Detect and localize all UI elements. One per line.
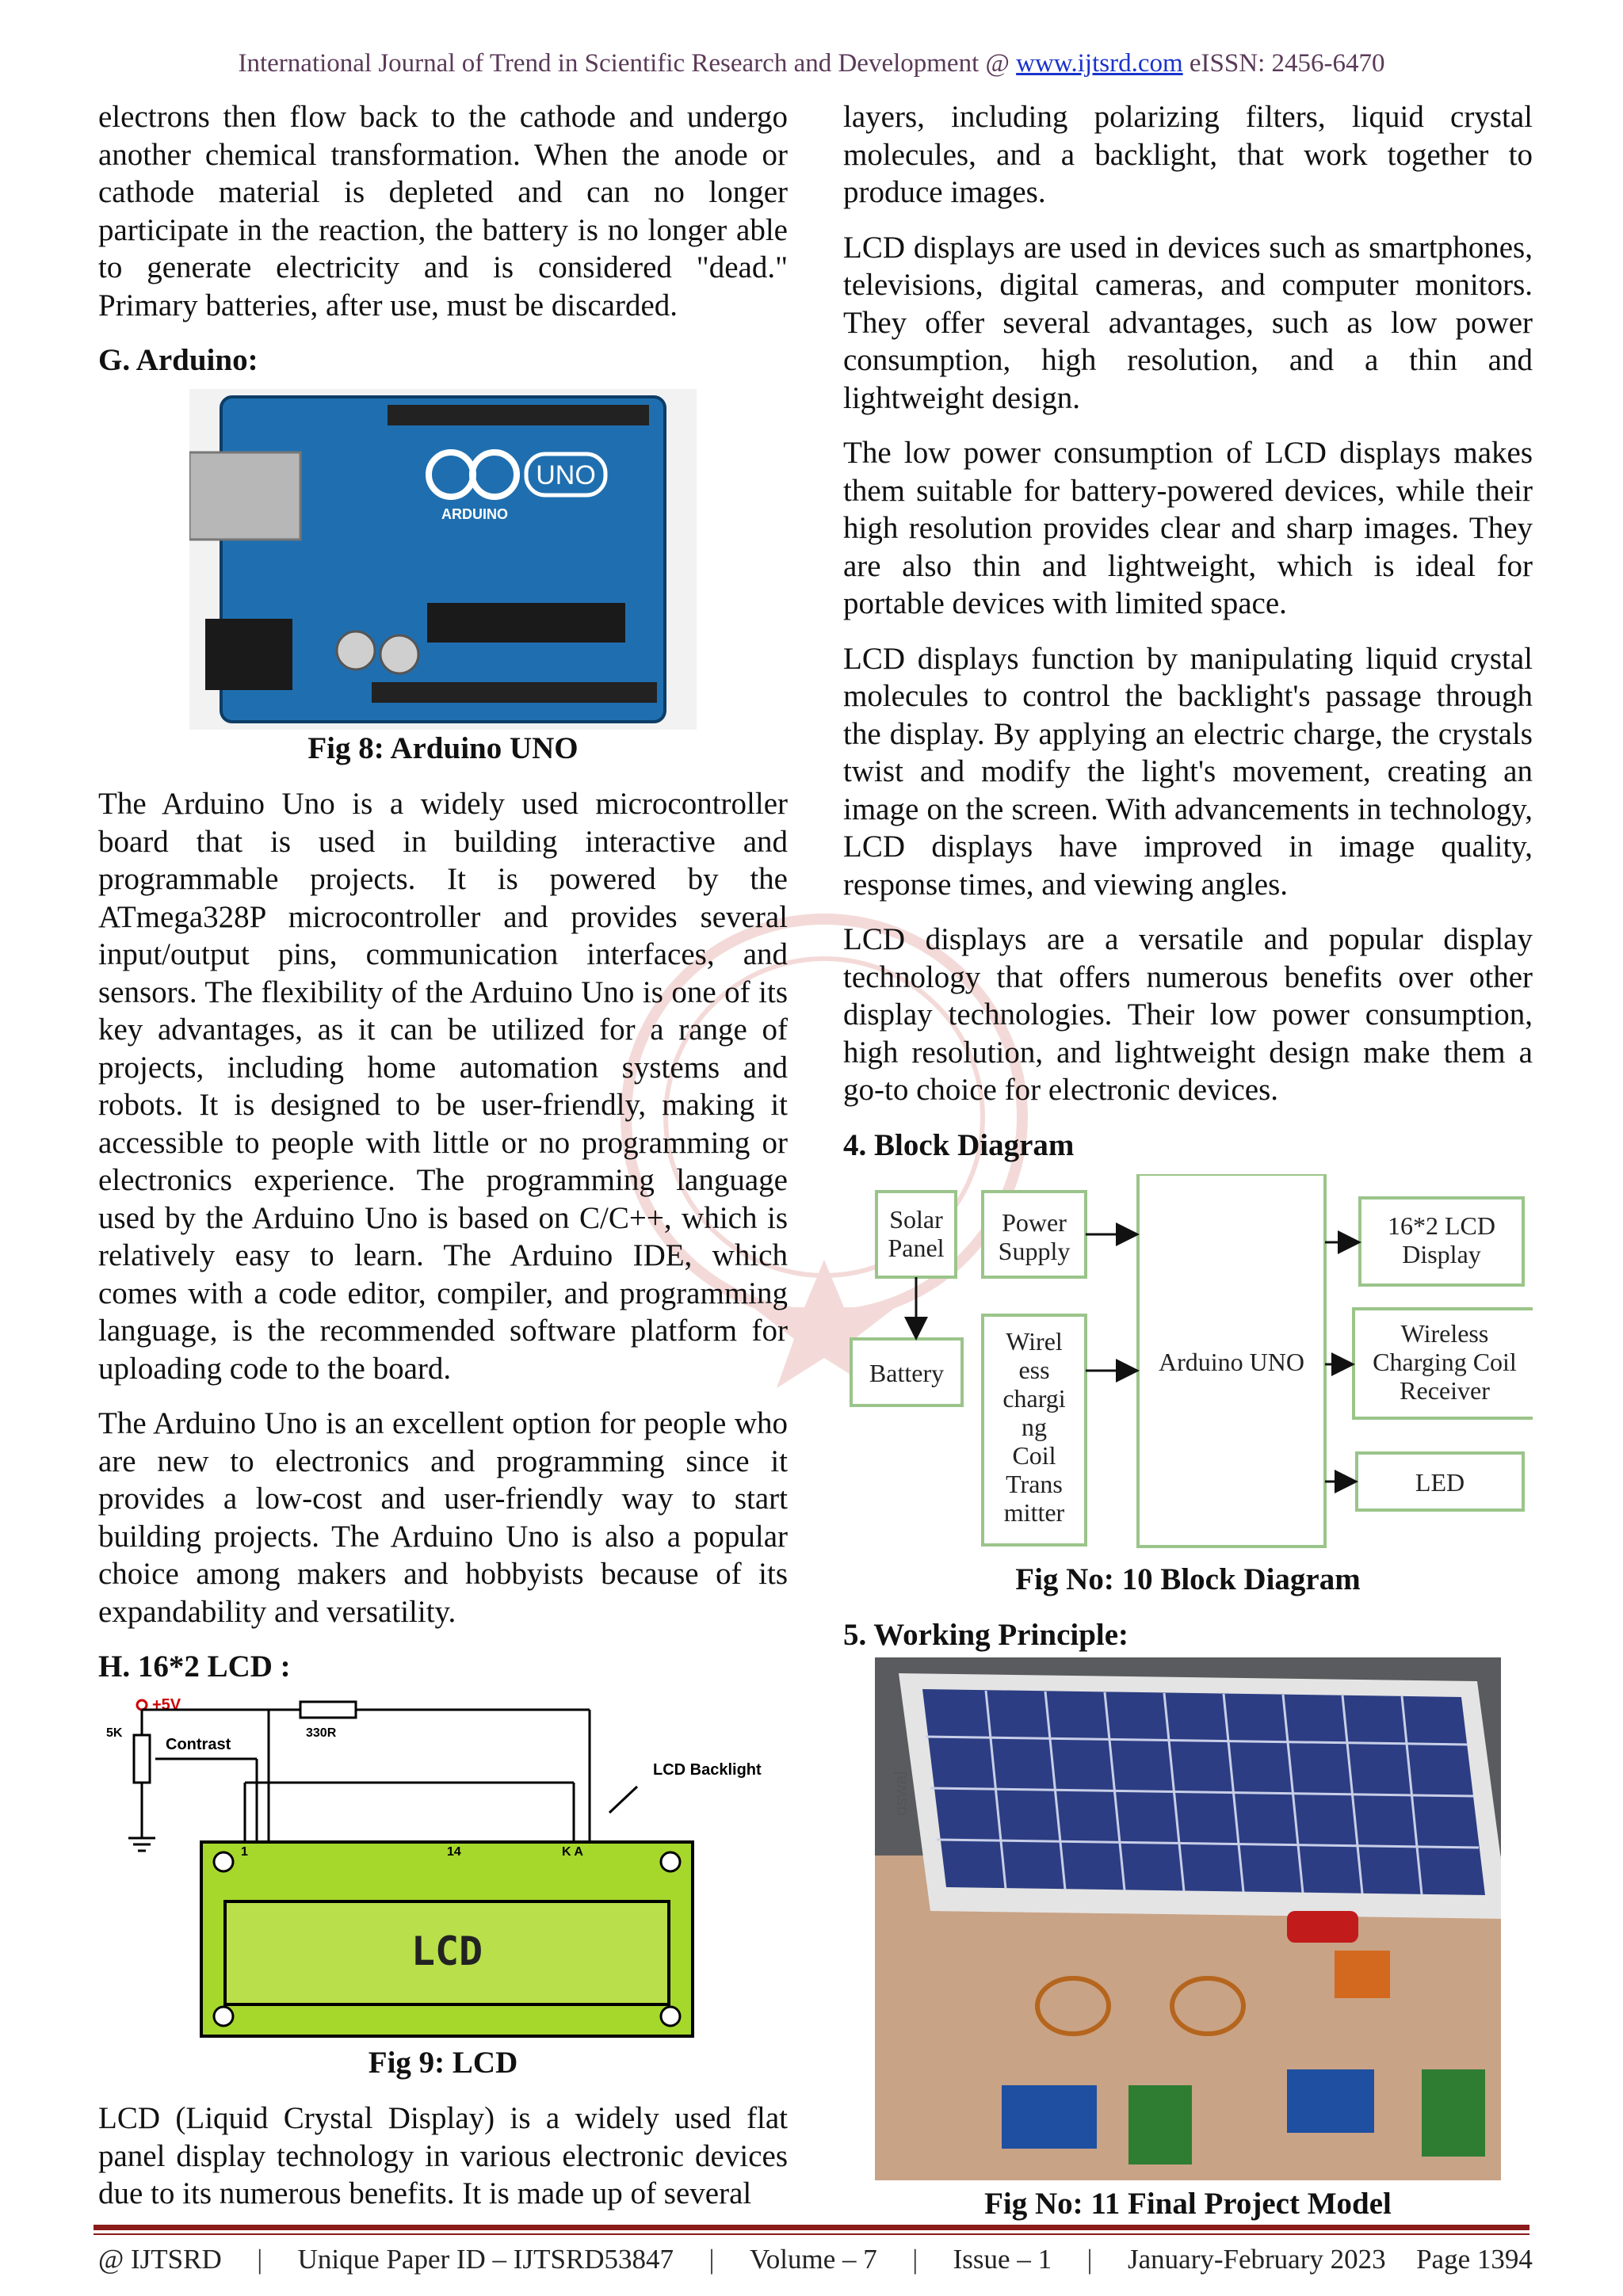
footer-volume: Volume – 7 (749, 2244, 877, 2275)
paragraph-lcd-function: LCD displays function by manipulating liquid crystal molecules to control the backlight's passage through the display. By applying an electric charge, the crystals twist and modify the light's movement, creating an image on the screen. With advancements in technology, LCD displays have improved in image quality, response times, and viewing angles. (843, 641, 1533, 902)
wireless-tx-label-6: Trans (1006, 1469, 1063, 1498)
journal-name: International Journal of Trend in Scientific Research and Development @ (238, 49, 1017, 78)
footer-separator: | (708, 2244, 715, 2275)
lcd-circuit-figure (98, 1695, 788, 2044)
footer-issue: Issue – 1 (953, 2244, 1052, 2275)
solar-panel-label-2: Panel (888, 1233, 945, 1262)
power-supply-label-1: Power (1002, 1207, 1067, 1237)
lcd-screen-text: LCD (411, 1928, 483, 1974)
section-g-heading: G. Arduino: (98, 343, 258, 377)
resistor-label: 330R (306, 1726, 337, 1740)
pin1-label: 1 (241, 1845, 248, 1859)
wireless-rx-label-1: Wireless (1400, 1318, 1489, 1348)
fig9-caption: Fig 9: LCD (368, 2046, 518, 2080)
issn: eISSN: 2456-6470 (1182, 49, 1385, 78)
wireless-tx-label-1: Wirel (1006, 1326, 1063, 1356)
fig8-caption: Fig 8: Arduino UNO (307, 731, 579, 765)
running-footer (98, 2244, 1533, 2275)
led-label: LED (1415, 1467, 1465, 1497)
footer-rule-thick (94, 2225, 1529, 2230)
power-supply-label-2: Supply (998, 1236, 1071, 1265)
wireless-tx-label-7: mitter (1003, 1497, 1065, 1527)
footer-date: January-February 2023 (1128, 2244, 1386, 2275)
ka-label: K A (562, 1845, 583, 1859)
pot-label: 5K (106, 1726, 123, 1740)
arduino-uno-figure (189, 389, 697, 730)
paragraph-lcd-intro: LCD (Liquid Crystal Display) is a widely used flat panel display technology in various electronic devices due to its numerous benefits. It is made up of several (98, 2101, 788, 2210)
paragraph-battery: electrons then flow back to the cathode and undergo another chemical transformation. When the anode or cathode material is depleted and can no longer participate in the reaction, the battery is no longer able to generate electricity and is considered "dead." Primary batteries, after use, must be discarded. (98, 100, 788, 322)
final-project-photo (875, 1657, 1501, 2180)
wireless-tx-label-2: ess (1018, 1355, 1050, 1384)
journal-url-link[interactable]: www.ijtsrd.com (1016, 49, 1183, 78)
footer-separator: | (1086, 2244, 1093, 2275)
running-header (0, 49, 1623, 78)
arduino-brand-label: ARDUINO (441, 506, 508, 522)
fig10-caption: Fig No: 10 Block Diagram (1015, 1562, 1361, 1596)
paragraph-arduino-uno: The Arduino Uno is a widely used microcontroller board that is used in building interactive and programmable projects. It is powered by the ATmega328P microcontroller and provides several input/output pins, communication interfaces, and sensors. The flexibility of the Arduino Uno is one of its key advantages, as it can be utilized for a range of projects, including home automation systems and robots. It is designed to be user-friendly, making it accessible to people with little or no programming or electronics experience. The programming language used by the Arduino Uno is based on C/C++, which is relatively easy to learn. The Arduino IDE, which comes with a code editor, compiler, and programming language, is the recommended software platform for uploading code to the board. (98, 787, 788, 1386)
footer-separator: | (257, 2244, 263, 2275)
footer-separator: | (912, 2244, 918, 2275)
arduino-uno-label: UNO (536, 460, 596, 490)
solar-panel-label-1: Solar (889, 1204, 943, 1234)
wireless-rx-label-2: Charging Coil (1373, 1347, 1517, 1376)
footer-rule-thin (94, 2233, 1529, 2235)
section-4-heading: 4. Block Diagram (843, 1127, 1075, 1162)
supply-5v-label: +5V (152, 1696, 181, 1714)
paragraph-lcd-power: The low power consumption of LCD displays makes them suitable for battery-powered devices, while their high resolution provides clear and sharp images. They are also thin and lightweight, which is ideal for portable devices with limited space. (843, 436, 1533, 620)
block-diagram-figure (843, 1174, 1533, 1554)
fig11-caption: Fig No: 11 Final Project Model (984, 2186, 1392, 2221)
wireless-rx-label-3: Receiver (1400, 1375, 1490, 1405)
pin14-label: 14 (447, 1845, 461, 1859)
paragraph-arduino-beginners: The Arduino Uno is an excellent option for people who are new to electronics and programming since it provides a low-cost and user-friendly way to start building projects. The Arduino Uno is also a popular choice among makers and hobbyists because of its expandability and versatility. (98, 1406, 788, 1629)
lcd-display-label-2: Display (1402, 1239, 1481, 1268)
backlight-label: LCD Backlight (653, 1761, 762, 1779)
paragraph-lcd-devices: LCD displays are used in devices such as smartphones, televisions, digital cameras, and computer monitors. They offer several advantages, such as low power consumption, high resolution, and a thin and lightweight design. (843, 230, 1533, 415)
wireless-tx-label-4: ng (1022, 1412, 1047, 1441)
section-5-heading: 5. Working Principle: (843, 1617, 1129, 1652)
contrast-label: Contrast (166, 1736, 231, 1753)
paragraph-lcd-summary: LCD displays are a versatile and popular display technology that offers numerous benefits over other display technologies. Their low power consumption, high resolution, and lightweight design make them a go-to choice for electronic devices. (843, 922, 1533, 1107)
wireless-tx-label-3: chargi (1002, 1383, 1066, 1413)
footer-page: Page 1394 (1416, 2244, 1533, 2275)
footer-journal: @ IJTSRD (98, 2244, 222, 2275)
panel-brand-label: oswal (891, 1771, 911, 1816)
arduino-uno-block-label: Arduino UNO (1159, 1347, 1304, 1376)
battery-label: Battery (869, 1358, 945, 1387)
lcd-display-label-1: 16*2 LCD (1388, 1211, 1495, 1240)
section-h-heading: H. 16*2 LCD : (98, 1650, 291, 1684)
right-column (843, 98, 1533, 2241)
left-column (98, 98, 788, 2230)
footer-paper-id: Unique Paper ID – IJTSRD53847 (297, 2244, 674, 2275)
paragraph-lcd-layers: layers, including polarizing filters, liquid crystal molecules, and a backlight, that work together to produce images. (843, 100, 1533, 209)
wireless-tx-label-5: Coil (1012, 1440, 1056, 1470)
